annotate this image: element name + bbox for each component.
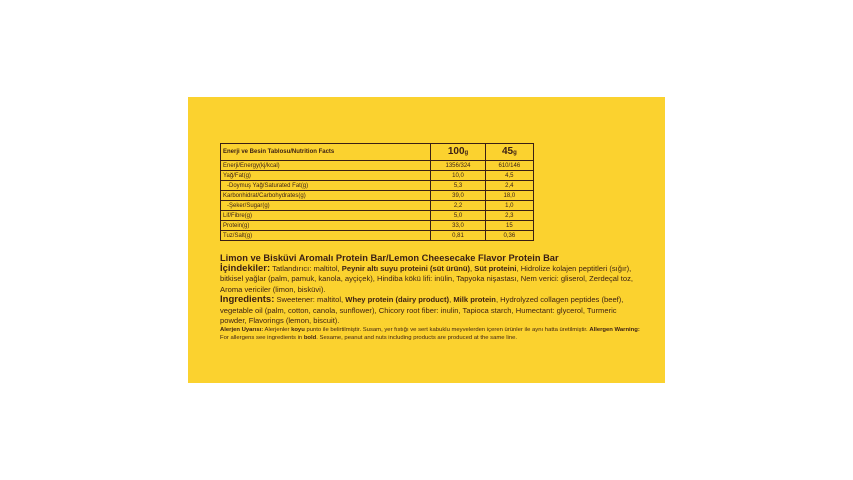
row-value-100g: 0,81 xyxy=(431,231,485,241)
allergen-warning: Alerjen Uyarısı: Alerjenler koyu punto ile belirtilmiştir. Susam, yer fıstığı ve sert kabuklu meyvelerden içeren ürünler ile aynı hatta üretilmiştir. Allergen Warning: For allergens see ingredients in bold. Sesame, peanut and nuts including products are produced at the same line. xyxy=(220,327,640,342)
row-value-100g: 33,0 xyxy=(431,221,485,231)
row-label: Protein(g) xyxy=(221,221,431,231)
row-value-100g: 5,3 xyxy=(431,181,485,191)
allergen-bold: Peynir altı suyu proteini (süt ürünü) xyxy=(341,264,471,273)
table-row xyxy=(221,181,534,191)
ingredients-en-heading: Ingredients: xyxy=(220,294,275,306)
table-row xyxy=(221,221,534,231)
table-row xyxy=(221,201,534,211)
row-value-45g: 2,3 xyxy=(485,211,533,221)
allergen-bold: Whey protein (dairy product) xyxy=(345,295,450,305)
nutrition-facts-table xyxy=(220,143,534,241)
table-row xyxy=(221,191,534,201)
row-value-100g: 2,2 xyxy=(431,201,485,211)
allergen-en-heading: Allergen Warning: xyxy=(589,327,640,334)
table-header-row xyxy=(221,144,534,161)
label-text-block xyxy=(220,253,640,343)
row-label: -Doymuş Yağ/Saturated Fat(g) xyxy=(221,181,431,191)
ingredients-turkish: İçindekiler: Tatlandırıcı: maltitol, Peynir altı suyu proteini (süt ürünü), Süt proteini, Hidrolize kolajen peptitleri (sığır), bitkisel yağlar (palm, pamuk, kanola, ayçiçek), Hindiba kökü lifi: inülin, Tapyoka nişastası, Nem verici: gliserol, Zerdeçal toz, Aroma vericiler (limon, bisküvi). xyxy=(220,263,634,294)
row-value-45g: 1,0 xyxy=(485,201,533,211)
row-value-45g: 2,4 xyxy=(485,181,533,191)
row-label: -Şeker/Sugar(g) xyxy=(221,201,431,211)
row-label: Yağ/Fat(g) xyxy=(221,171,431,181)
table-row xyxy=(221,161,534,171)
row-value-100g: 10,0 xyxy=(431,171,485,181)
row-label: Tuz/Salt(g) xyxy=(221,231,431,241)
row-value-100g: 39,0 xyxy=(431,191,485,201)
allergen-bold: Milk protein xyxy=(453,295,496,305)
row-value-45g: 4,5 xyxy=(485,171,533,181)
row-value-45g: 18,0 xyxy=(485,191,533,201)
row-label: Karbonhidrat/Carbohydrates(g) xyxy=(221,191,431,201)
row-value-100g: 5,0 xyxy=(431,211,485,221)
row-value-45g: 0,36 xyxy=(485,231,533,241)
row-value-100g: 1356/324 xyxy=(431,161,485,171)
product-title: Limon ve Bisküvi Aromalı Protein Bar/Lemon Cheesecake Flavor Protein Bar xyxy=(220,253,559,263)
column-header-45g: 45g xyxy=(485,144,533,161)
allergen-tr-heading: Alerjen Uyarısı: xyxy=(220,327,264,334)
row-value-45g: 610/146 xyxy=(485,161,533,171)
table-row xyxy=(221,171,534,181)
nutrition-label xyxy=(188,97,665,383)
row-label: Enerji/Energy(kj/kcal) xyxy=(221,161,431,171)
table-row xyxy=(221,211,534,221)
table-row xyxy=(221,231,534,241)
column-header-100g: 100g xyxy=(431,144,485,161)
ingredients-tr-heading: İçindekiler: xyxy=(220,263,271,274)
ingredients-english: Ingredients: Sweetener: maltitol, Whey protein (dairy product), Milk protein, Hydrolyzed collagen peptides (beef), vegetable oil (palm, cotton, canola, sunflower), Chicory root fiber: inulin, Tapioca starch, Humectant: glycerol, Turmeric powder, Flavorings (lemon, biscuit). xyxy=(220,294,624,326)
allergen-bold: Süt proteini xyxy=(474,264,517,273)
table-header-label: Enerji ve Besin Tablosu/Nutrition Facts xyxy=(221,144,431,161)
row-label: Lif/Fibre(g) xyxy=(221,211,431,221)
row-value-45g: 15 xyxy=(485,221,533,231)
